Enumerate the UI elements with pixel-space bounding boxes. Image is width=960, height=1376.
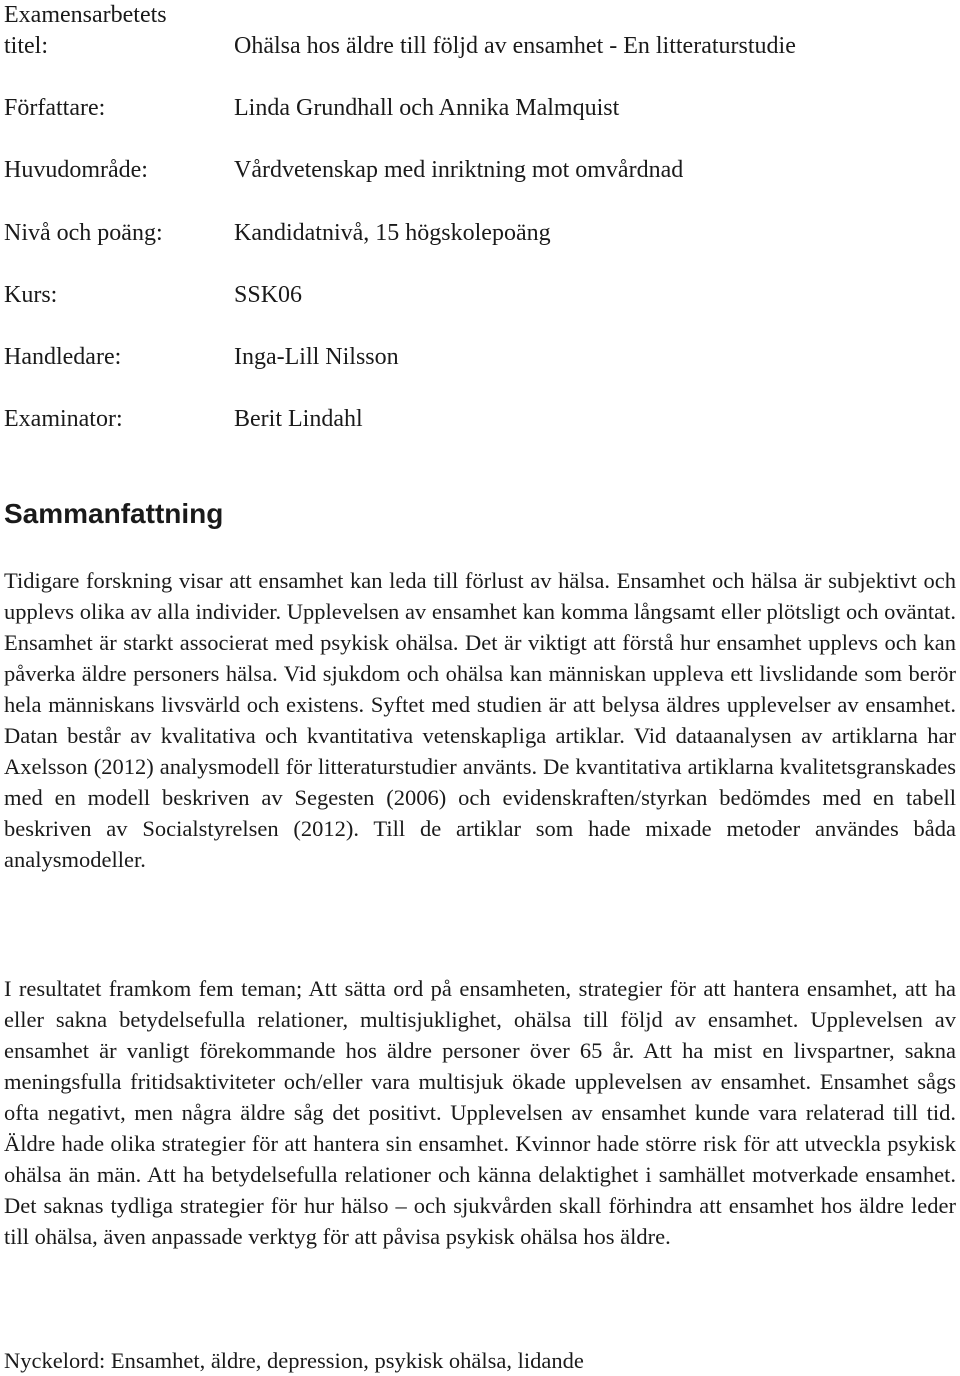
course-value: SSK06	[234, 282, 303, 308]
course-label: Kurs:	[4, 282, 58, 308]
author-label: Författare:	[4, 95, 106, 121]
summary-heading: Sammanfattning	[4, 498, 224, 529]
title-label-line2: titel:	[4, 33, 48, 59]
supervisor-value: Inga-Lill Nilsson	[234, 344, 399, 370]
title-label-line1: Examensarbetets	[4, 2, 167, 28]
supervisor-label: Handledare:	[4, 344, 122, 370]
keywords-line: Nyckelord: Ensamhet, äldre, depression, psykisk ohälsa, lidande	[4, 1348, 584, 1373]
examiner-label: Examinator:	[4, 406, 123, 432]
summary-paragraph-2: I resultatet framkom fem teman; Att sätta ord på ensamheten, strategier för att hantera ensamhet, att ha eller sakna betydelsefulla relationer, multisjuklighet, ohälsa till följd av ensamhet. Upplevelsen av ensamhet är vanligt förekommande hos äldre personer över 65 år. Att ha mist en livspartner, sakna meningsfulla fritidsaktiviteter och/eller vara multisjuk ökade upplevelsen av ensamhet. Ensamhet sågs ofta negativt, men några äldre såg det positivt. Upplevelsen av ensamhet kunde vara relaterad till tid. Äldre hade olika strategier för att hantera sin ensamhet. Kvinnor hade större risk för att utveckla psykisk ohälsa än män. Att ha betydelsefulla relationer och känna delaktighet i samhället motverkade ensamhet. Det saknas tydliga strategier för hur hälso – och sjukvården skall förhindra att ensamhet hos äldre leder till ohälsa, även anpassade verktyg för att påvisa psykisk ohälsa hos äldre.	[4, 976, 956, 1249]
main-area-value: Vårdvetenskap med inriktning mot omvårdnad	[234, 157, 684, 183]
level-label: Nivå och poäng:	[4, 220, 163, 246]
main-area-label: Huvudområde:	[4, 157, 148, 183]
summary-paragraph-1: Tidigare forskning visar att ensamhet kan leda till förlust av hälsa. Ensamhet och hälsa är subjektivt och upplevs olika av alla individer. Upplevelsen av ensamhet kan komma långsamt eller plötsligt och oväntat. Ensamhet är starkt associerat med psykisk ohälsa. Det är viktigt att förstå hur ensamhet upplevs och kan påverka äldre personers hälsa. Vid sjukdom och ohälsa kan människan uppleva ett livslidande som berör hela människans livsvärld och existens. Syftet med studien är att belysa äldres upplevelser av ensamhet. Datan består av kvalitativa och kvantitativa vetenskapliga artiklar. Vid dataanalysen av artiklarna har Axelsson (2012) analysmodell för litteraturstudier använts. De kvantitativa artiklarna kvalitetsgranskades med en modell beskriven av Segesten (2006) och evidenskraften/styrkan bedömdes med en tabell beskriven av Socialstyrelsen (2012). Till de artiklar som hade mixade metoder användes båda analysmodeller.	[4, 568, 956, 872]
thesis-title: Ohälsa hos äldre till följd av ensamhet - En litteraturstudie	[234, 33, 796, 59]
author-value: Linda Grundhall och Annika Malmquist	[234, 95, 620, 121]
level-value: Kandidatnivå, 15 högskolepoäng	[234, 220, 551, 246]
examiner-value: Berit Lindahl	[234, 406, 363, 432]
